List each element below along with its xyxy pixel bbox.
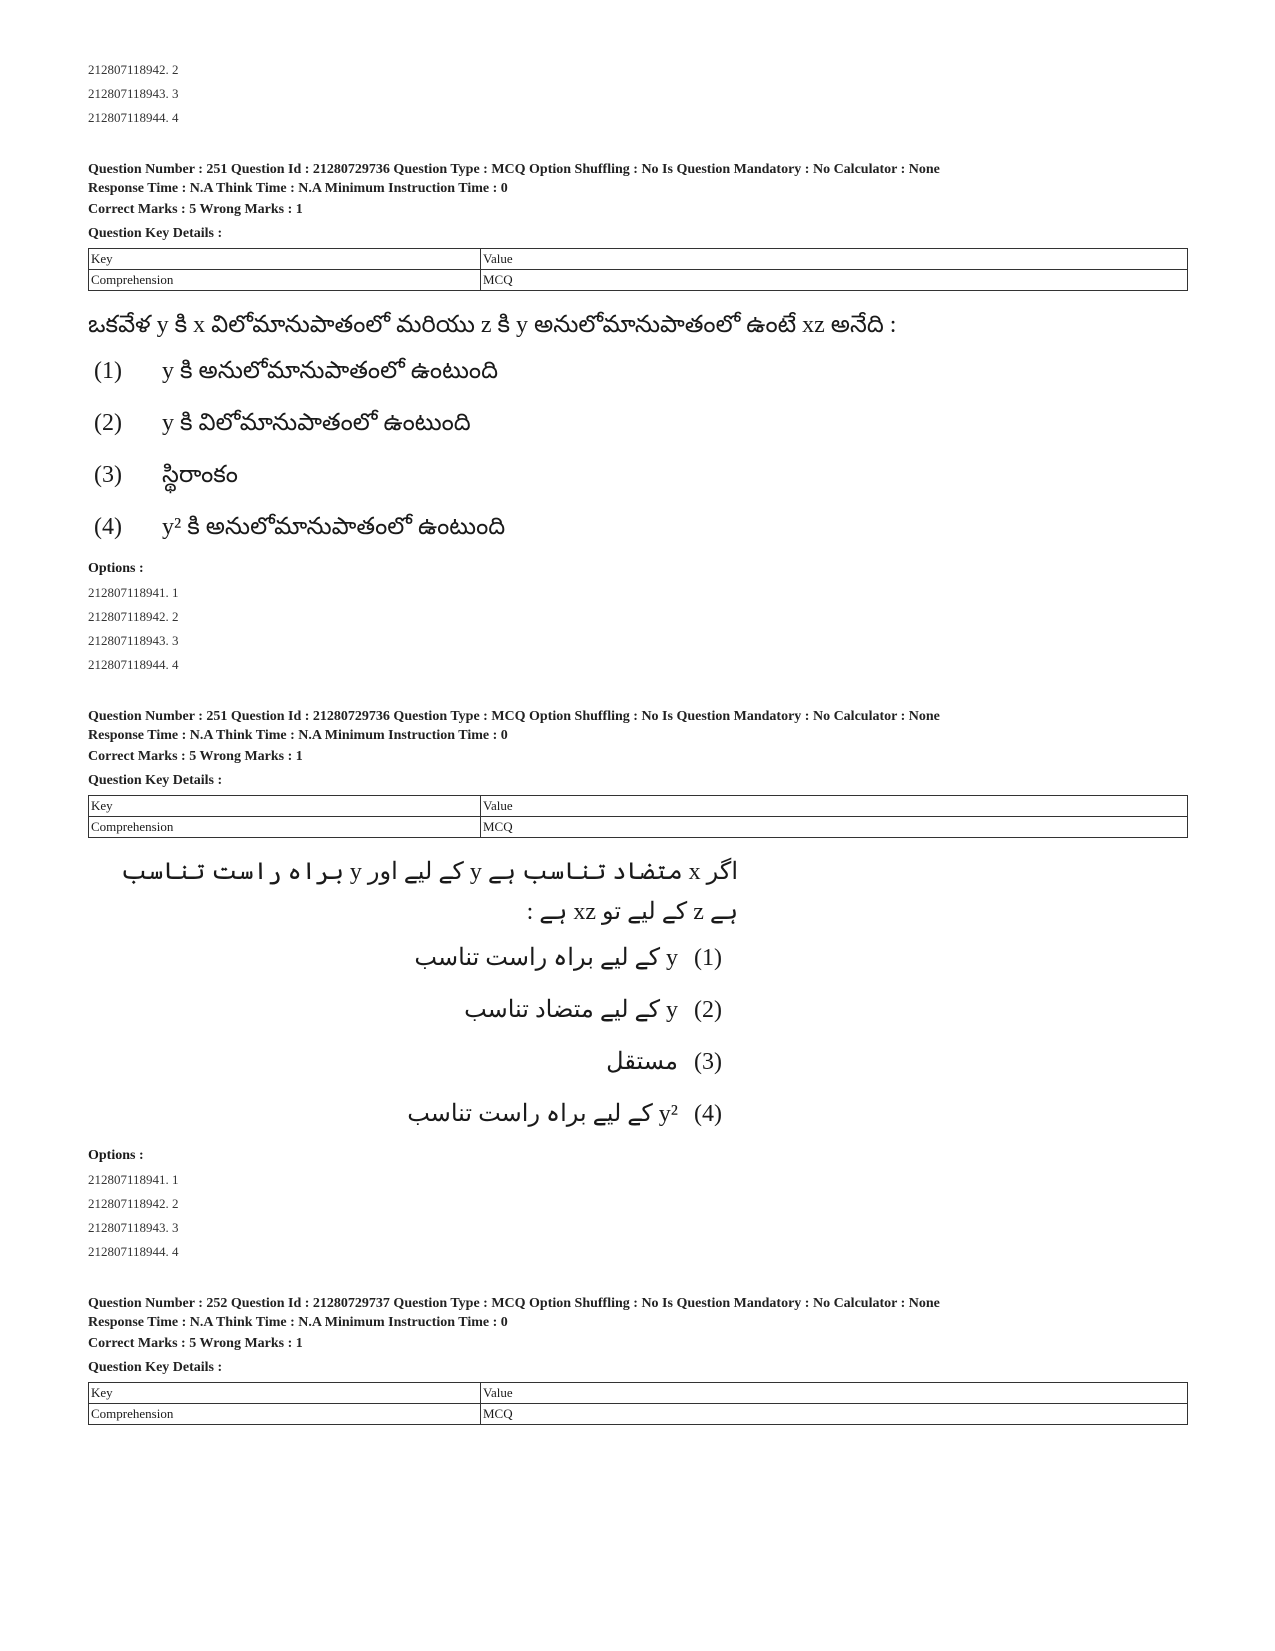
question-key-details-label: Question Key Details :: [88, 226, 223, 241]
answer-choice: [88, 932, 738, 984]
option-id-line: 212807118942. 2: [88, 62, 179, 77]
choice-text: y² కి అనులోమానుపాతంలో ఉంటుంది: [162, 514, 506, 540]
question-block-252: [88, 1294, 1188, 1425]
choice-number: (2): [94, 410, 122, 436]
table-row: [89, 1404, 1188, 1425]
table-header-value: Value: [481, 249, 1188, 270]
question-block-telugu: [88, 160, 1188, 677]
choice-text: స్థిరాంకం: [162, 462, 238, 488]
choice-number: (3): [94, 462, 122, 488]
table-row: [89, 817, 1188, 838]
option-id-line: 212807118942. 2: [88, 609, 179, 624]
table-row: [89, 270, 1188, 291]
answer-choice: [88, 1088, 738, 1140]
option-id-line: 212807118944. 4: [88, 110, 179, 125]
choice-text: y کے لیے براہ راست تناسب: [414, 945, 678, 971]
option-id-line: 212807118941. 1: [88, 585, 179, 600]
table-header-key: Key: [89, 1383, 481, 1404]
urdu-question-area: [88, 852, 738, 1140]
table-cell-key: Comprehension: [89, 817, 481, 838]
table-header-key: Key: [89, 796, 481, 817]
options-label: Options :: [88, 1148, 144, 1163]
option-id-line: 212807118944. 4: [88, 1244, 179, 1259]
answer-choice: [88, 1036, 738, 1088]
question-key-table: [88, 795, 1188, 838]
answer-choice: [88, 345, 1188, 397]
choice-text: مستقل: [606, 1049, 678, 1075]
choice-text: y کے لیے متضاد تناسب: [464, 997, 678, 1023]
table-cell-value: MCQ: [481, 270, 1188, 291]
table-cell-value: MCQ: [481, 1404, 1188, 1425]
table-header-value: Value: [481, 1383, 1188, 1404]
choice-number: (2): [694, 997, 722, 1023]
option-id-line: 212807118943. 3: [88, 1220, 179, 1235]
question-marks-line: Correct Marks : 5 Wrong Marks : 1: [88, 749, 303, 764]
option-id-line: 212807118943. 3: [88, 86, 179, 101]
answer-choice: [88, 449, 1188, 501]
choice-number: (4): [694, 1101, 722, 1127]
choice-number: (1): [94, 358, 122, 384]
top-options-list: [88, 58, 1188, 130]
question-text: ఒకవేళ y కి x విలోమానుపాతంలో మరియు z కి y అనులోమానుపాతంలో ఉంటే xz అనేది :: [88, 312, 897, 338]
question-meta-line: Question Number : 251 Question Id : 21280729736 Question Type : MCQ Option Shuffling : No Is Question Mandatory : No Calculator : None: [88, 709, 940, 724]
question-meta-line: Question Number : 252 Question Id : 21280729737 Question Type : MCQ Option Shuffling : No Is Question Mandatory : No Calculator : None: [88, 1296, 940, 1311]
table-header-value: Value: [481, 796, 1188, 817]
table-cell-key: Comprehension: [89, 270, 481, 291]
question-key-table: [88, 1382, 1188, 1425]
table-cell-key: Comprehension: [89, 1404, 481, 1425]
table-row: [89, 1383, 1188, 1404]
question-marks-line: Correct Marks : 5 Wrong Marks : 1: [88, 202, 303, 217]
choice-number: (4): [94, 514, 122, 540]
question-meta-line: Question Number : 251 Question Id : 21280729736 Question Type : MCQ Option Shuffling : No Is Question Mandatory : No Calculator : None: [88, 162, 940, 177]
table-row: [89, 249, 1188, 270]
option-id-line: 212807118944. 4: [88, 657, 179, 672]
choice-text: y కి అనులోమానుపాతంలో ఉంటుంది: [162, 358, 499, 384]
option-id-line: 212807118942. 2: [88, 1196, 179, 1211]
answer-choice: [88, 501, 1188, 553]
answer-choice: [88, 984, 738, 1036]
option-id-line: 212807118941. 1: [88, 1172, 179, 1187]
option-id-line: 212807118943. 3: [88, 633, 179, 648]
table-cell-value: MCQ: [481, 817, 1188, 838]
answer-choice: [88, 397, 1188, 449]
question-key-table: [88, 248, 1188, 291]
question-key-details-label: Question Key Details :: [88, 1360, 223, 1375]
table-row: [89, 796, 1188, 817]
options-label: Options :: [88, 561, 144, 576]
question-marks-line: Correct Marks : 5 Wrong Marks : 1: [88, 1336, 303, 1351]
question-text: اگر x متضاد تناسب ہے y کے لیے اور y براہ راست تناسب ہے z کے لیے تو xz ہے :: [120, 859, 738, 925]
choice-text: y² کے لیے براہ راست تناسب: [407, 1101, 678, 1127]
question-block-urdu: [88, 707, 1188, 1264]
question-response-line: Response Time : N.A Think Time : N.A Minimum Instruction Time : 0: [88, 181, 508, 196]
choice-number: (1): [694, 945, 722, 971]
choice-number: (3): [694, 1049, 722, 1075]
choice-text: y కి విలోమానుపాతంలో ఉంటుంది: [162, 410, 471, 436]
document-page: [88, 58, 1188, 1425]
question-key-details-label: Question Key Details :: [88, 773, 223, 788]
table-header-key: Key: [89, 249, 481, 270]
question-response-line: Response Time : N.A Think Time : N.A Minimum Instruction Time : 0: [88, 1315, 508, 1330]
question-response-line: Response Time : N.A Think Time : N.A Minimum Instruction Time : 0: [88, 728, 508, 743]
